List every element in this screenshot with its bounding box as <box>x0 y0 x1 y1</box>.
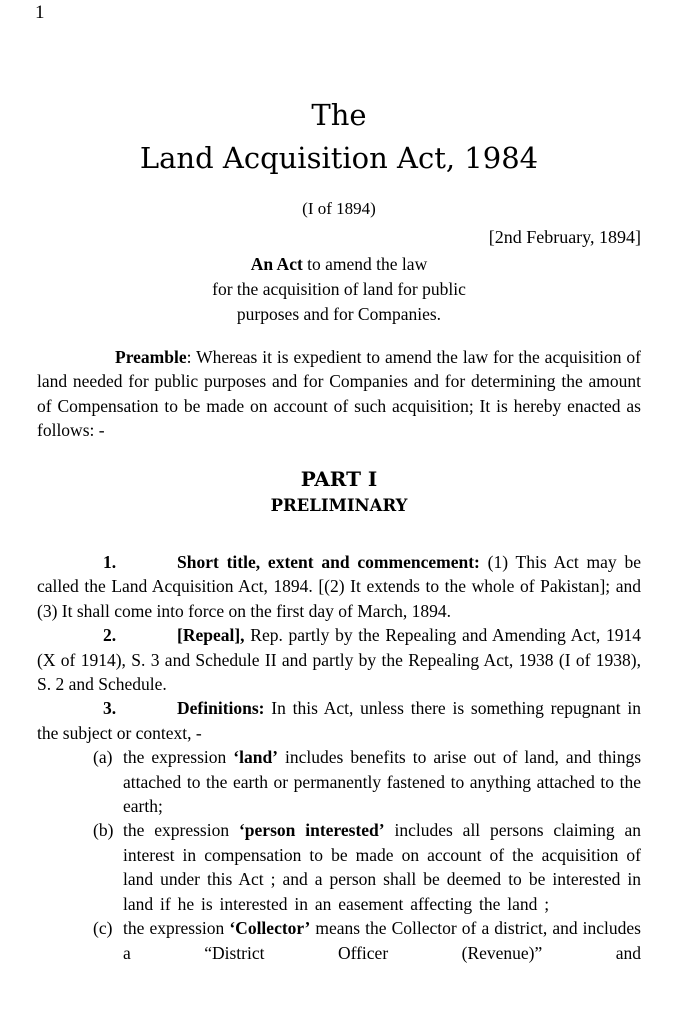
section-3-heading: Definitions: <box>177 698 265 719</box>
definition-item-c <box>37 916 641 965</box>
title-line-1: The <box>311 98 367 132</box>
preamble-text: : Whereas it is expedient to amend the law for the acquisition of land needed for public purposes and for Companies and for determining the amount of Compensation to be made on account of such acquisition; It is hereby enacted as follows: - <box>37 347 641 441</box>
section-2-text: Rep. partly by the Repealing and Amending Act, 1914 (X of 1914), S. 3 and Schedule II and partly by the Repealing Act, 1938 (I of 1938), S. 2 and Schedule. <box>37 625 641 695</box>
section-3-text: In this Act, unless there is something repugnant in the subject or context, - <box>37 698 641 743</box>
preamble-label: Preamble <box>115 347 187 367</box>
document-title <box>37 94 641 180</box>
section-1-number: 1. <box>103 552 117 572</box>
definition-c-term: ‘Collector’ <box>229 918 311 939</box>
body-text <box>37 550 641 965</box>
definition-marker-b: (b) <box>93 820 114 841</box>
section-1-text: (1) This Act may be called the Land Acquisition Act, 1894. [(2) It extends to the whole of Pakistan]; and (3) It shall come into force on the first day of March, 1894. <box>37 552 641 621</box>
section-3 <box>37 696 641 745</box>
part-heading: PART I <box>300 467 378 491</box>
section-1 <box>37 550 641 623</box>
enactment-date: [2nd February, 1894] <box>488 227 641 247</box>
definition-b-term: ‘person interested’ <box>238 820 385 841</box>
definition-a-term: ‘land’ <box>233 747 278 768</box>
definition-marker-a: (a) <box>93 747 113 768</box>
section-2-heading: [Repeal], <box>177 625 245 646</box>
title-line-2: Land Acquisition Act, 1984 <box>139 141 539 175</box>
definition-item-a <box>37 745 641 818</box>
definition-a-rest: includes benefits to arise out of land, and things attached to the earth or permanently fastened to anything attached to the earth; <box>123 747 641 817</box>
definition-b-rest: includes all persons claiming an interest in compensation to be made on account of the acquisition of land under this Act ; and a person shall be deemed to be interested in land if he is interested in an easement affecting the land ; <box>123 820 641 914</box>
long-title-line-3: purposes and for Companies. <box>236 304 442 324</box>
preamble-paragraph <box>37 345 641 443</box>
definition-c-rest: means the Collector of a district, and includes a “District Officer (Revenue)” and <box>123 918 641 963</box>
section-2 <box>37 623 641 696</box>
act-number: (I of 1894) <box>302 199 376 218</box>
long-title-line-2: for the acquisition of land for public <box>212 279 466 299</box>
definition-marker-c: (c) <box>93 918 113 939</box>
part-subheading: PRELIMINARY <box>270 496 408 515</box>
definition-b-lead: the expression <box>123 820 239 841</box>
long-title-line-1 <box>37 252 641 277</box>
an-act-label: An Act <box>250 254 303 274</box>
definition-c-lead: the expression <box>123 918 230 939</box>
section-1-heading: Short title, extent and commencement: <box>177 552 480 572</box>
definition-item-b <box>37 818 641 916</box>
long-title <box>37 252 641 327</box>
definition-a-lead: the expression <box>123 747 234 768</box>
section-2-number: 2. <box>103 625 117 646</box>
page-number: 1 <box>35 2 45 23</box>
section-3-number: 3. <box>103 698 117 719</box>
long-title-line-1-rest: to amend the law <box>302 254 428 274</box>
